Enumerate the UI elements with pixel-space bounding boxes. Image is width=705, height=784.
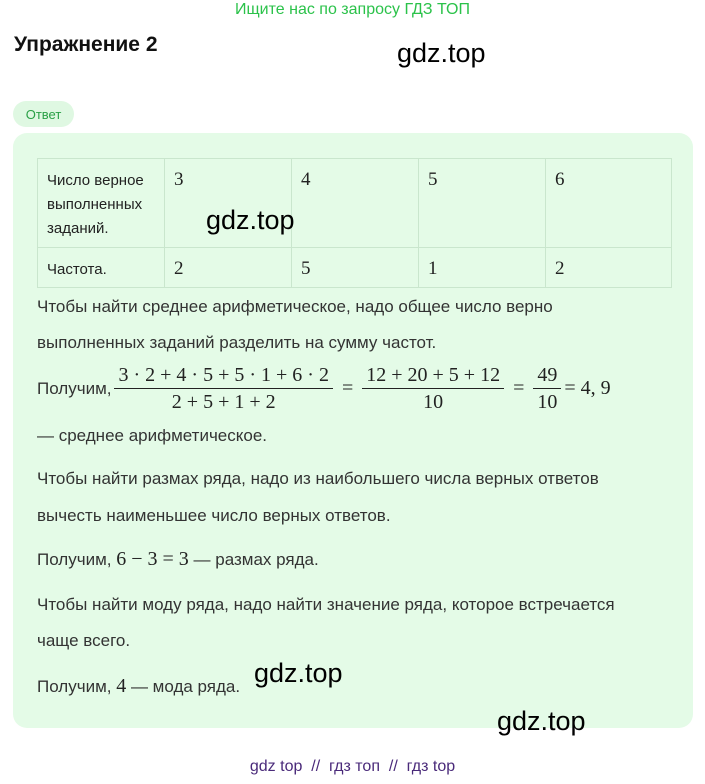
page-title: Упражнение 2 bbox=[14, 33, 158, 56]
paragraph-mode-line1: Чтобы найти моду ряда, надо найти значение ряда, которое встречается bbox=[37, 595, 615, 614]
table-header-cell bbox=[38, 159, 165, 248]
paragraph-range-line2: вычесть наименьшее число верных ответов. bbox=[37, 506, 391, 525]
paragraph-range-line1: Чтобы найти размах ряда, надо из наибольшего числа верных ответов bbox=[37, 469, 599, 488]
table-cell: 5 bbox=[419, 159, 546, 248]
mode-value: 4 bbox=[116, 675, 127, 697]
paragraph-mode-line2: чаще всего. bbox=[37, 631, 131, 650]
equals-sign: = bbox=[513, 377, 525, 399]
table-cell: 2 bbox=[546, 248, 672, 288]
fraction-numerator: 49 bbox=[533, 362, 561, 389]
range-tail: — размах ряда. bbox=[193, 550, 319, 569]
mean-result: = 4, 9 bbox=[564, 377, 611, 399]
watermark: gdz.top bbox=[206, 205, 295, 235]
watermark: gdz.top bbox=[254, 658, 343, 688]
watermark: gdz.top bbox=[397, 38, 486, 68]
fraction bbox=[114, 362, 332, 415]
mean-tail: — среднее арифметическое. bbox=[37, 426, 268, 445]
mode-tail: — мода ряда. bbox=[130, 677, 241, 696]
fraction-numerator: 3 · 2 + 4 · 5 + 5 · 1 + 6 · 2 bbox=[114, 362, 332, 389]
table-header-line: заданий. bbox=[47, 220, 109, 237]
range-expression: 6 − 3 = 3 bbox=[116, 548, 189, 570]
table-cell: 2 bbox=[165, 248, 292, 288]
watermark: gdz.top bbox=[497, 706, 586, 736]
answer-tab[interactable]: Ответ bbox=[13, 101, 74, 127]
mean-formula bbox=[37, 362, 611, 415]
fraction-denominator: 10 bbox=[423, 391, 444, 413]
equals-sign: = bbox=[341, 377, 354, 399]
footer-links[interactable]: gdz top // гдз топ // гдз top bbox=[249, 758, 456, 775]
table-row bbox=[38, 248, 672, 288]
table-header-line: выполненных bbox=[47, 196, 143, 213]
fraction bbox=[533, 362, 561, 415]
table-cell: 5 bbox=[292, 248, 419, 288]
table-header-cell: Частота. bbox=[38, 248, 165, 288]
frequency-table bbox=[37, 158, 672, 288]
mode-result bbox=[37, 668, 240, 705]
search-banner: Ищите нас по запросу ГДЗ ТОП bbox=[235, 1, 470, 18]
fraction-numerator: 12 + 20 + 5 + 12 bbox=[362, 362, 504, 389]
table-cell: 1 bbox=[419, 248, 546, 288]
paragraph-mean-line1: Чтобы найти среднее арифметическое, надо общее число верно bbox=[37, 297, 553, 316]
got-label: Получим, bbox=[37, 378, 112, 398]
got-label: Получим, bbox=[37, 677, 112, 696]
got-label: Получим, bbox=[37, 550, 112, 569]
paragraph-mean-line2: выполненных заданий разделить на сумму частот. bbox=[37, 333, 437, 352]
table-cell: 4 bbox=[292, 159, 419, 248]
range-result bbox=[37, 541, 319, 578]
fraction-denominator: 10 bbox=[537, 391, 558, 413]
table-cell: 6 bbox=[546, 159, 672, 248]
table-row bbox=[38, 159, 672, 248]
table-header-line: Число верное bbox=[47, 172, 144, 189]
fraction-denominator: 2 + 5 + 1 + 2 bbox=[171, 391, 276, 413]
table-cell: 3 bbox=[165, 159, 292, 248]
fraction bbox=[362, 362, 504, 415]
